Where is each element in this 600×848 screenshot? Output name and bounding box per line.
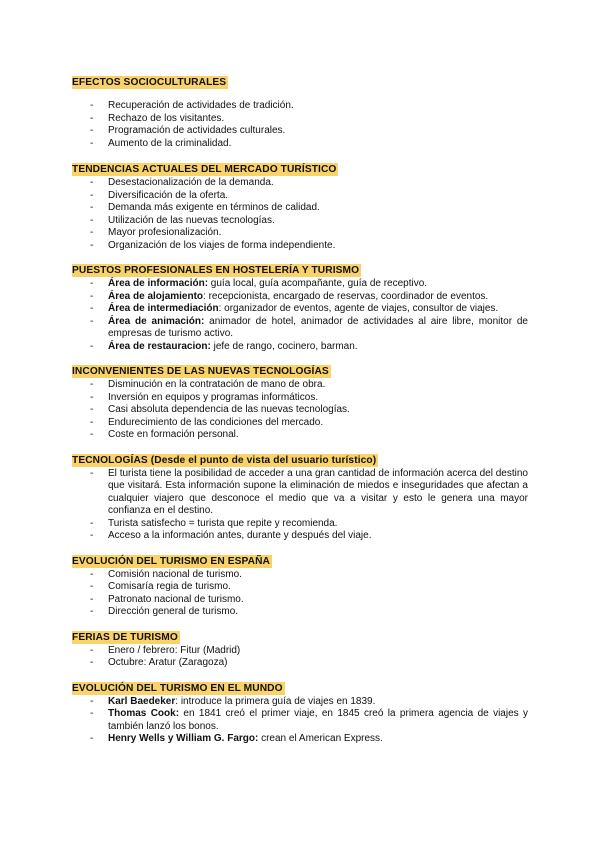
section-heading: TECNOLOGÍAS (Desde el punto de vista del usuario turístico) [72, 454, 377, 466]
list-item: - Organización de los viajes de forma independiente. [90, 239, 336, 251]
list-item: - Inversión en equipos y programas informáticos. [90, 391, 319, 403]
section-tendencias-actuales [72, 159, 528, 252]
section-heading: EVOLUCIÓN DEL TURISMO EN EL MUNDO [72, 682, 283, 694]
list-item: - Recuperación de actividades de tradición. [90, 100, 294, 111]
list-item: - Rechazo de los visitantes. [90, 112, 225, 124]
section-efectos-socioculturales [72, 72, 528, 150]
list-item: - Coste en formación personal. [90, 429, 239, 440]
spacer [72, 252, 528, 260]
spacer [72, 442, 528, 450]
list-item: - Octubre: Aratur (Zaragoza) [90, 657, 228, 668]
spacer [72, 543, 528, 551]
list-item: - Acceso a la información antes, durante y después del viaje. [90, 530, 372, 541]
section-heading: TENDENCIAS ACTUALES DEL MERCADO TURÍSTICO [72, 164, 337, 175]
list-item: - Aumento de la criminalidad. [90, 137, 232, 149]
list-item: - El turista tiene la posibilidad de acceder a una gran cantidad de información acerca del destino que visitará. Esta información supone la eliminación de miedos e inseguridades que afectan a cualquier viajero que desconoce el medio que va a visitar y esto le genera una mayor confianza en el destino. [90, 467, 528, 516]
list-item: - Henry Wells y William G. Fargo: crean el American Express. [90, 733, 383, 744]
bullet-list [72, 379, 528, 442]
list-item: - Thomas Cook: en 1841 creó el primer viaje, en 1845 creó la primera agencia de viajes y también lanzó los bonos. [90, 708, 529, 732]
list-item: - Programación de actividades culturales. [90, 125, 286, 136]
list-item: - Demanda más exigente en términos de calidad. [90, 202, 320, 213]
bullet-list [72, 177, 528, 252]
list-item: - Utilización de las nuevas tecnologías. [90, 214, 275, 226]
section-heading: INCONVENIENTES DE LAS NUEVAS TECNOLOGÍAS [72, 366, 329, 377]
spacer [72, 619, 528, 627]
list-item: - Mayor profesionalización. [90, 227, 222, 238]
bullet-list [72, 696, 528, 746]
section-ferias-turismo [72, 627, 528, 670]
section-heading: EVOLUCIÓN DEL TURISMO EN ESPAÑA [72, 555, 270, 567]
document-content [72, 72, 528, 746]
list-item: - Turista satisfecho = turista que repite y recomienda. [90, 517, 338, 529]
section-inconvenientes [72, 361, 528, 442]
list-item: - Diversificación de la oferta. [90, 189, 229, 201]
bullet-list [72, 278, 528, 353]
section-heading: PUESTOS PROFESIONALES EN HOSTELERÍA Y TURISMO [72, 265, 360, 276]
list-item: - Disminución en la contratación de mano de obra. [90, 379, 326, 390]
list-item: - Karl Baedeker: introduce la primera guía de viajes en 1839. [90, 695, 376, 707]
list-item: - Área de restauracion: jefe de rango, cocinero, barman. [90, 340, 358, 352]
list-item: - Endurecimiento de las condiciones del mercado. [90, 416, 324, 428]
section-heading: FERIAS DE TURISMO [72, 631, 178, 643]
bullet-list [72, 645, 528, 670]
list-item: - Área de información: guía local, guía acompañante, guía de receptivo. [90, 278, 428, 289]
section-evolucion-mundo [72, 678, 528, 746]
list-item: - Enero / febrero: Fitur (Madrid) [90, 644, 241, 656]
section-evolucion-espana [72, 551, 528, 619]
section-puestos-profesionales [72, 260, 528, 353]
list-item: - Comisión nacional de turismo. [90, 568, 242, 580]
list-item: - Área de animación: animador de hotel, animador de actividades al aire libre, monitor de empresas de turismo activo. [90, 315, 528, 339]
section-tecnologias [72, 450, 528, 543]
bullet-list [72, 569, 528, 619]
list-item: - Desestacionalización de la demanda. [90, 177, 274, 188]
list-item: - Área de intermediación: organizador de eventos, agente de viajes, consultor de viajes. [90, 303, 499, 314]
bullet-list [72, 100, 528, 150]
list-item: - Dirección general de turismo. [90, 606, 239, 617]
spacer [72, 670, 528, 678]
section-heading: EFECTOS SOCIOCULTURALES [72, 77, 227, 88]
list-item: - Área de alojamiento: recepcionista, encargado de reservas, coordinador de eventos. [90, 290, 489, 302]
spacer [72, 353, 528, 361]
list-item: - Comisaría regia de turismo. [90, 581, 231, 592]
bullet-list [72, 468, 528, 543]
list-item: - Casi absoluta dependencia de las nuevas tecnologías. [90, 404, 350, 415]
list-item: - Patronato nacional de turismo. [90, 593, 244, 605]
